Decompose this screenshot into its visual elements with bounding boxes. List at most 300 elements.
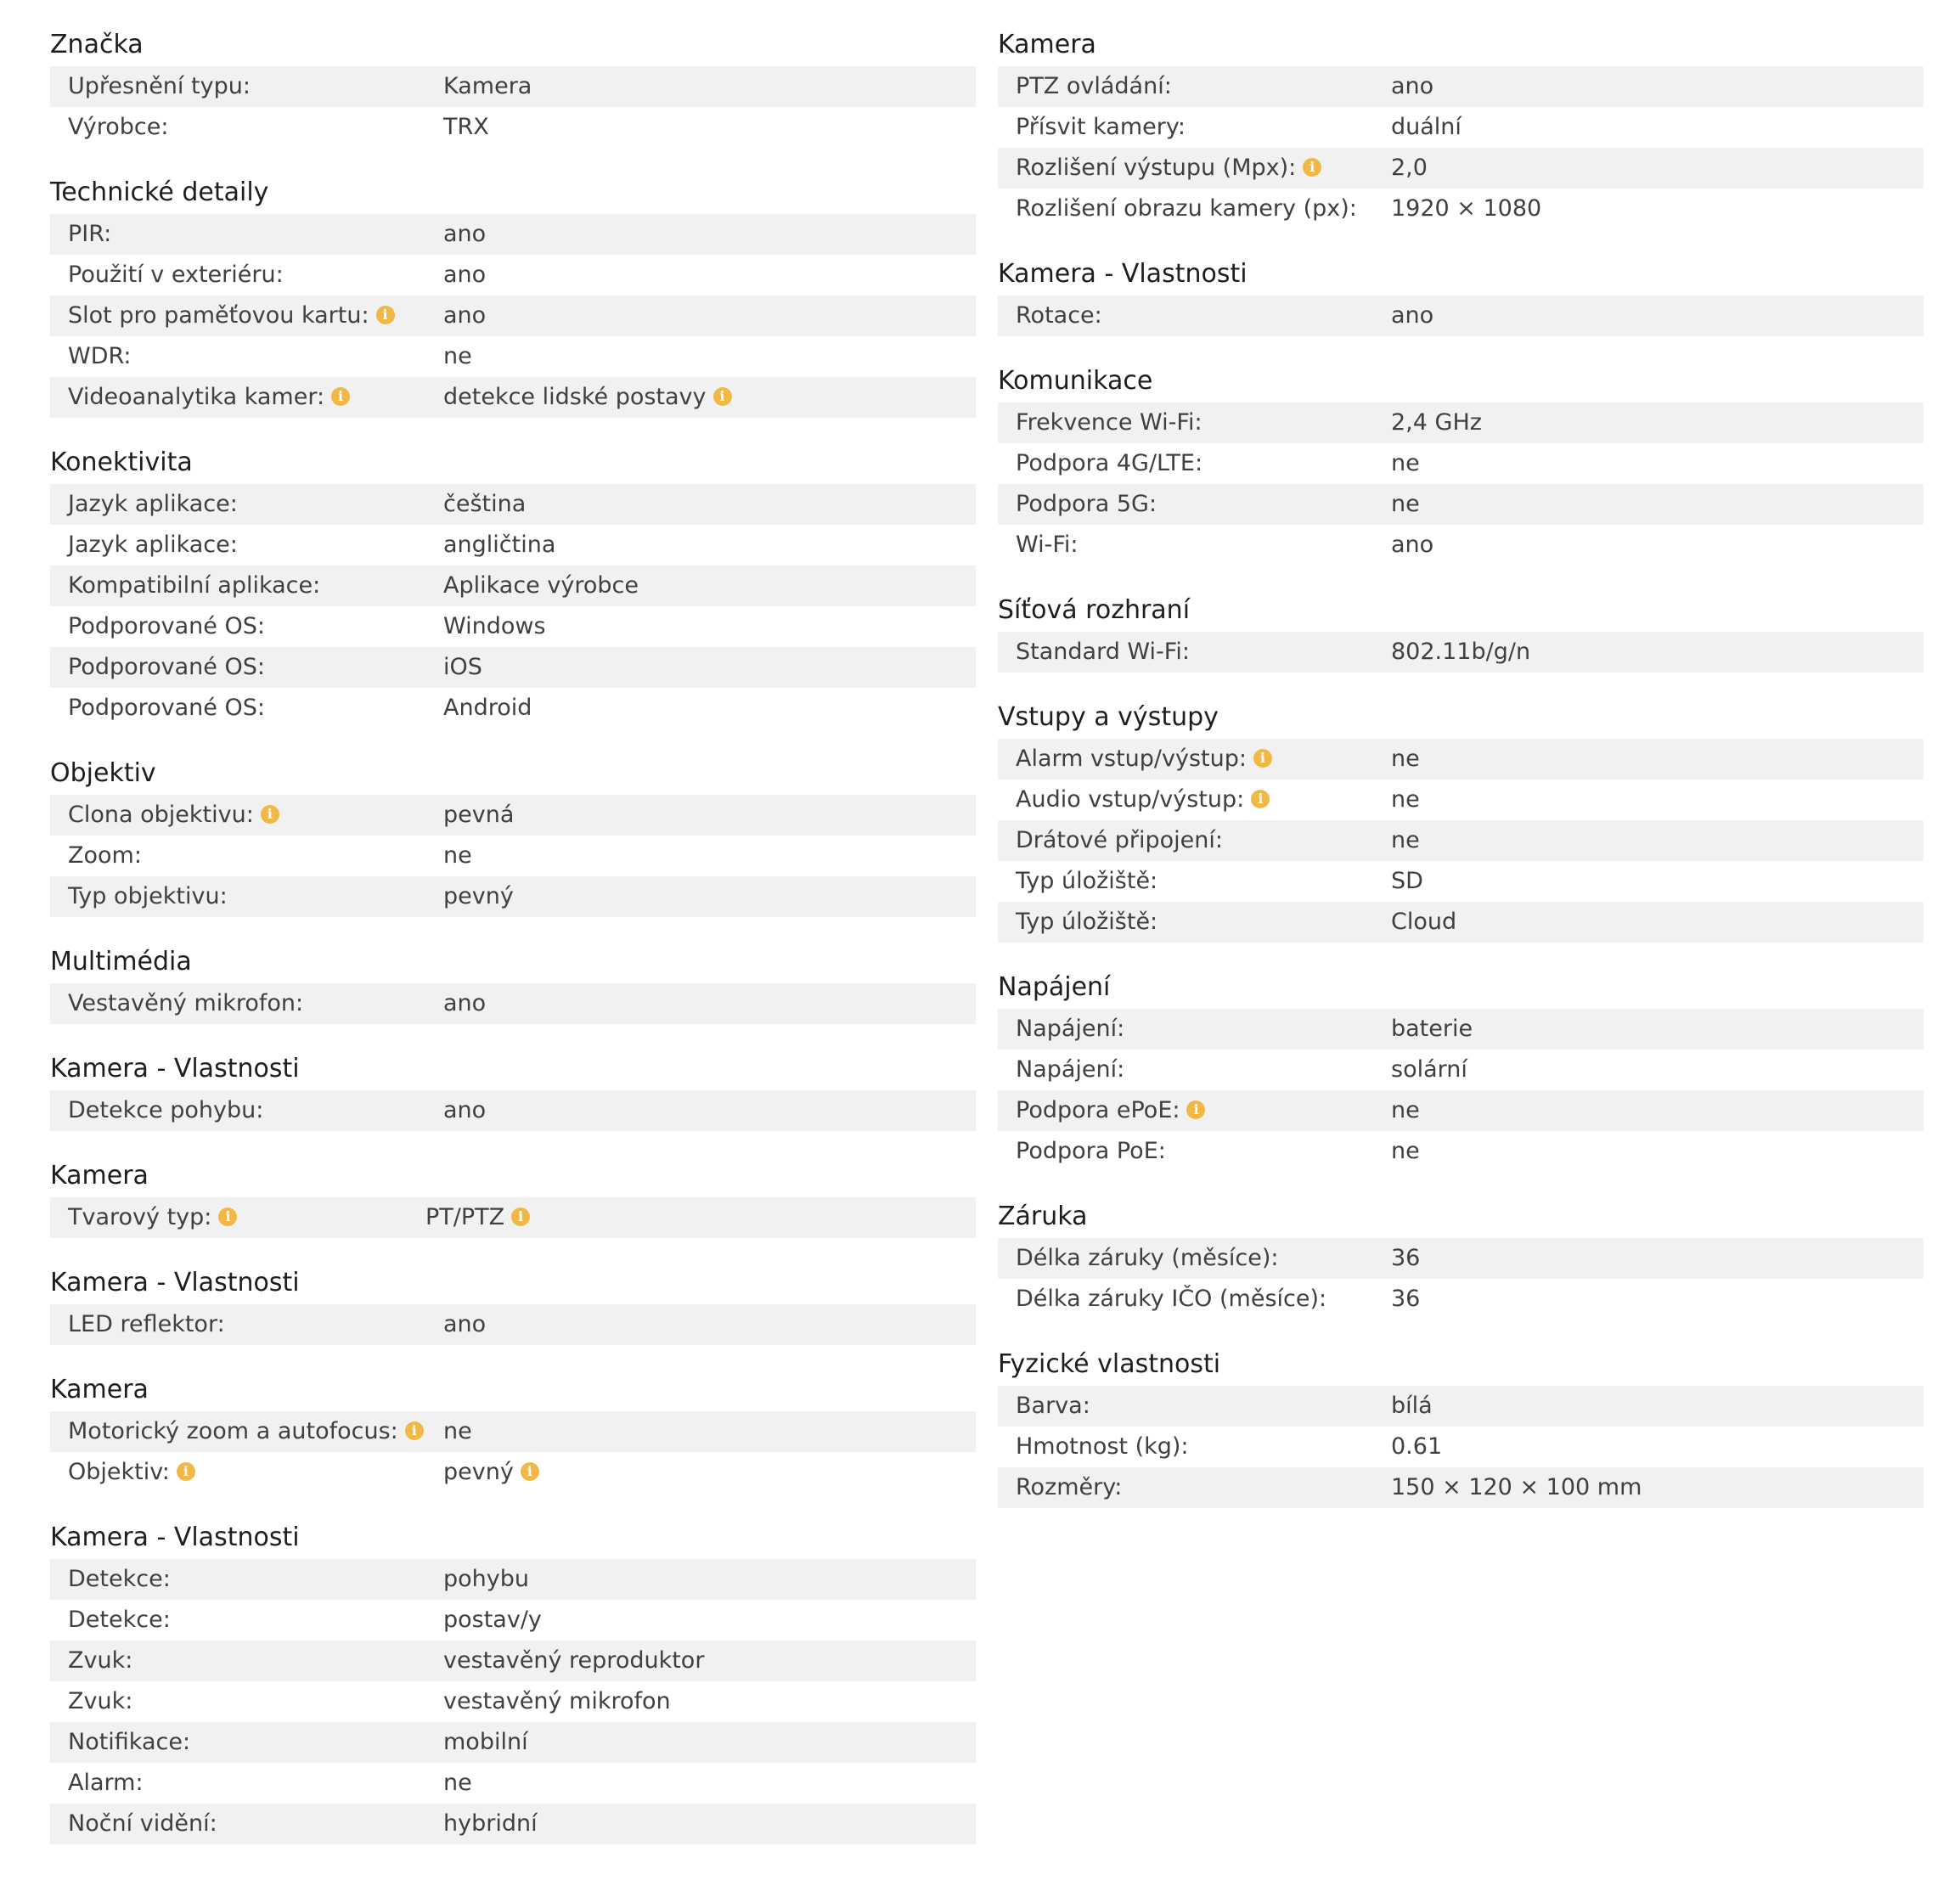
spec-label-text: Detekce pohybu: xyxy=(68,1097,264,1123)
spec-label xyxy=(68,1411,424,1452)
spec-row xyxy=(50,1681,976,1722)
section-title: Technické detaily xyxy=(50,177,269,207)
spec-value-text: hybridní xyxy=(443,1810,538,1837)
spec-value xyxy=(443,795,514,836)
info-icon[interactable]: i xyxy=(521,1462,539,1481)
spec-section-konektivita xyxy=(50,418,976,729)
spec-value xyxy=(1391,443,1420,484)
spec-section-napajeni xyxy=(998,943,1923,1172)
spec-value-text: TRX xyxy=(443,114,489,140)
spec-row xyxy=(50,688,976,729)
spec-label-text: Přísvit kamery: xyxy=(1016,114,1186,140)
spec-value-text: baterie xyxy=(1391,1016,1473,1042)
spec-label-text: Videoanalytika kamer: xyxy=(68,384,325,410)
spec-label xyxy=(68,1304,225,1345)
info-icon[interactable]: i xyxy=(376,306,395,324)
spec-row xyxy=(50,1304,976,1345)
spec-section-kamera-vlastnosti xyxy=(50,1024,976,1131)
spec-label-text: Wi-Fi: xyxy=(1016,532,1079,558)
spec-label-text: PTZ ovládání: xyxy=(1016,73,1172,99)
spec-label xyxy=(68,377,350,418)
spec-label-text: LED reflektor: xyxy=(68,1311,225,1337)
spec-label xyxy=(1016,1131,1166,1172)
spec-label-text: Typ objektivu: xyxy=(68,883,228,909)
spec-section-sitova-rozhrani xyxy=(998,566,1923,673)
spec-value-text: ne xyxy=(1391,746,1420,772)
spec-label xyxy=(1016,107,1186,148)
spec-label-text: Podpora ePoE: xyxy=(1016,1097,1180,1123)
spec-label xyxy=(1016,1050,1124,1090)
spec-value xyxy=(1391,1279,1420,1320)
spec-value xyxy=(443,1600,542,1641)
spec-value-text: ano xyxy=(443,221,487,247)
spec-value xyxy=(1391,484,1420,525)
spec-label xyxy=(1016,443,1202,484)
info-icon[interactable]: i xyxy=(1303,158,1321,177)
section-title: Kamera - Vlastnosti xyxy=(998,259,1248,289)
spec-value-text: pohybu xyxy=(443,1566,529,1592)
spec-label xyxy=(68,484,238,525)
spec-label-text: Detekce: xyxy=(68,1566,171,1592)
spec-value-text: SD xyxy=(1391,868,1423,894)
info-icon[interactable]: i xyxy=(331,387,350,406)
spec-row xyxy=(998,1131,1923,1172)
spec-row xyxy=(50,255,976,296)
spec-value-text: ne xyxy=(1391,1138,1420,1164)
spec-label-text: Jazyk aplikace: xyxy=(68,532,238,558)
spec-value xyxy=(1391,1131,1420,1172)
spec-label-text: Podporované OS: xyxy=(68,613,265,639)
spec-value xyxy=(1391,902,1456,943)
spec-label-text: Rozměry: xyxy=(1016,1474,1123,1500)
spec-label xyxy=(1016,1279,1326,1320)
spec-row xyxy=(998,820,1923,861)
spec-label-text: Délka záruky (měsíce): xyxy=(1016,1245,1279,1271)
section-title: Kamera xyxy=(998,30,1096,59)
spec-row xyxy=(998,1009,1923,1050)
spec-label xyxy=(1016,632,1190,673)
spec-value-text: ano xyxy=(1391,532,1434,558)
spec-row xyxy=(50,525,976,566)
spec-value xyxy=(443,484,526,525)
spec-row xyxy=(50,876,976,917)
section-title: Multimédia xyxy=(50,947,192,977)
spec-label xyxy=(68,296,395,336)
spec-label-text: Drátové připojení: xyxy=(1016,827,1223,853)
spec-value-text: ano xyxy=(443,1097,487,1123)
spec-value-text: 0.61 xyxy=(1391,1433,1443,1460)
spec-label xyxy=(68,566,320,606)
spec-row xyxy=(998,189,1923,229)
spec-label-text: Notifikace: xyxy=(68,1729,191,1755)
spec-label-text: PIR: xyxy=(68,221,112,247)
spec-value-text: 1920 × 1080 xyxy=(1391,195,1542,222)
spec-value-text: ano xyxy=(443,990,487,1016)
spec-label-text: Použití v exteriéru: xyxy=(68,262,284,288)
spec-row xyxy=(998,296,1923,336)
spec-section-fyzicke-vlastnosti xyxy=(998,1320,1923,1508)
section-title: Značka xyxy=(50,30,144,59)
spec-section-kamera xyxy=(998,0,1923,229)
spec-label-text: Alarm: xyxy=(68,1770,144,1796)
spec-value xyxy=(1391,632,1530,673)
spec-section-technicke-detaily xyxy=(50,148,976,418)
spec-value-text: 2,0 xyxy=(1391,155,1428,181)
spec-section-kamera-vlastnosti xyxy=(998,229,1923,336)
spec-row xyxy=(998,739,1923,780)
spec-value xyxy=(443,1452,539,1493)
spec-label-text: Tvarový typ: xyxy=(68,1204,212,1230)
spec-label xyxy=(1016,66,1172,107)
spec-value xyxy=(443,377,732,418)
spec-value xyxy=(443,1090,486,1131)
spec-value xyxy=(425,1197,530,1238)
spec-value-text: ne xyxy=(1391,491,1420,517)
spec-row xyxy=(50,983,976,1024)
spec-value xyxy=(443,1559,529,1600)
spec-row xyxy=(50,66,976,107)
spec-value-text: detekce lidské postavy xyxy=(443,384,707,410)
spec-row xyxy=(998,632,1923,673)
info-icon[interactable]: i xyxy=(1251,790,1270,808)
spec-section-multimedia xyxy=(50,917,976,1024)
spec-label-text: Napájení: xyxy=(1016,1056,1125,1083)
spec-value xyxy=(443,1411,472,1452)
spec-label xyxy=(68,1452,195,1493)
spec-value xyxy=(1391,107,1462,148)
spec-label xyxy=(68,66,251,107)
spec-label xyxy=(68,107,168,148)
spec-value-text: bílá xyxy=(1391,1393,1433,1419)
spec-section-kamera-vlastnosti xyxy=(50,1238,976,1345)
spec-value-text: ne xyxy=(443,343,472,369)
spec-value xyxy=(443,836,472,876)
spec-label-text: Podpora PoE: xyxy=(1016,1138,1166,1164)
spec-value xyxy=(443,566,639,606)
spec-value-text: 36 xyxy=(1391,1286,1421,1312)
spec-value-text: pevný xyxy=(443,883,514,909)
spec-value-text: ne xyxy=(1391,1097,1420,1123)
info-icon[interactable]: i xyxy=(1253,749,1272,768)
spec-value-text: postav/y xyxy=(443,1607,542,1633)
section-title: Kamera - Vlastnosti xyxy=(50,1523,300,1552)
spec-value-text: ne xyxy=(443,1418,472,1444)
spec-value-text: ano xyxy=(1391,73,1434,99)
spec-value-text: ne xyxy=(1391,786,1420,813)
spec-value xyxy=(443,1681,671,1722)
spec-row xyxy=(998,1050,1923,1090)
spec-value-text: Cloud xyxy=(1391,909,1457,935)
spec-value-text: ano xyxy=(443,262,487,288)
spec-value xyxy=(1391,525,1433,566)
spec-label-text: Jazyk aplikace: xyxy=(68,491,238,517)
spec-row xyxy=(50,336,976,377)
spec-value-text: Windows xyxy=(443,613,546,639)
info-icon[interactable]: i xyxy=(713,387,732,406)
section-title: Kamera - Vlastnosti xyxy=(50,1054,300,1084)
spec-value xyxy=(1391,1386,1433,1427)
spec-row xyxy=(50,1722,976,1763)
spec-label-text: Objektiv: xyxy=(68,1459,170,1485)
spec-value xyxy=(443,876,514,917)
spec-label-text: WDR: xyxy=(68,343,132,369)
spec-label-text: Výrobce: xyxy=(68,114,169,140)
spec-value-text: angličtina xyxy=(443,532,556,558)
spec-label xyxy=(1016,861,1157,902)
spec-label xyxy=(1016,296,1102,336)
spec-value xyxy=(1391,189,1541,229)
spec-value xyxy=(443,336,472,377)
spec-value-text: ano xyxy=(443,302,487,329)
spec-label-text: Audio vstup/výstup: xyxy=(1016,786,1245,813)
info-icon[interactable]: i xyxy=(261,805,279,824)
spec-value xyxy=(1391,861,1423,902)
spec-row xyxy=(50,1641,976,1681)
spec-value xyxy=(443,1763,472,1804)
spec-label xyxy=(68,255,284,296)
spec-row xyxy=(998,484,1923,525)
spec-row xyxy=(50,484,976,525)
spec-label-text: Rotace: xyxy=(1016,302,1102,329)
spec-value xyxy=(443,214,486,255)
spec-label-text: Noční vidění: xyxy=(68,1810,217,1837)
spec-label-text: Rozlišení obrazu kamery (px): xyxy=(1016,195,1357,222)
spec-value-text: ne xyxy=(443,842,472,869)
spec-label xyxy=(1016,484,1157,525)
spec-label xyxy=(1016,902,1157,943)
spec-value xyxy=(1391,780,1420,820)
spec-label-text: Kompatibilní aplikace: xyxy=(68,572,321,599)
spec-label xyxy=(1016,525,1079,566)
spec-section-kamera xyxy=(50,1131,976,1238)
spec-value xyxy=(443,688,532,729)
section-title: Vstupy a výstupy xyxy=(998,702,1219,732)
spec-value xyxy=(1391,820,1420,861)
spec-row xyxy=(998,402,1923,443)
spec-row xyxy=(50,1090,976,1131)
spec-row xyxy=(50,647,976,688)
spec-value xyxy=(1391,739,1420,780)
spec-row xyxy=(50,1197,976,1238)
spec-value xyxy=(1391,1090,1420,1131)
spec-row xyxy=(50,296,976,336)
spec-section-zaruka xyxy=(998,1172,1923,1320)
spec-label-text: Rozlišení výstupu (Mpx): xyxy=(1016,155,1297,181)
spec-label-text: Clona objektivu: xyxy=(68,802,254,828)
spec-row xyxy=(998,107,1923,148)
section-title: Fyzické vlastnosti xyxy=(998,1349,1221,1379)
spec-value-text: čeština xyxy=(443,491,527,517)
spec-value xyxy=(443,296,486,336)
spec-row xyxy=(50,1804,976,1844)
spec-label xyxy=(1016,1009,1124,1050)
spec-value-text: ano xyxy=(1391,302,1434,329)
spec-label xyxy=(68,1197,237,1238)
spec-value-text: Aplikace výrobce xyxy=(443,572,639,599)
spec-value-text: 36 xyxy=(1391,1245,1421,1271)
spec-label xyxy=(68,983,303,1024)
spec-section-komunikace xyxy=(998,336,1923,566)
spec-label xyxy=(1016,1238,1278,1279)
spec-value xyxy=(1391,402,1482,443)
spec-section-vstupy-a-vystupy xyxy=(998,673,1923,943)
spec-row xyxy=(50,1452,976,1493)
spec-value xyxy=(443,983,486,1024)
section-title: Kamera - Vlastnosti xyxy=(50,1268,300,1297)
spec-row xyxy=(50,795,976,836)
spec-label-text: Typ úložiště: xyxy=(1016,909,1158,935)
spec-label xyxy=(1016,780,1270,820)
info-icon[interactable]: i xyxy=(177,1462,195,1481)
spec-label-text: Barva: xyxy=(1016,1393,1090,1419)
spec-value-text: iOS xyxy=(443,654,482,680)
spec-label xyxy=(1016,820,1223,861)
spec-row xyxy=(998,443,1923,484)
spec-label xyxy=(1016,739,1272,780)
spec-value-text: vestavěný reproduktor xyxy=(443,1647,705,1674)
spec-row xyxy=(998,1467,1923,1508)
spec-row xyxy=(998,1386,1923,1427)
spec-label xyxy=(1016,189,1357,229)
spec-value-text: ano xyxy=(443,1311,487,1337)
spec-value-text: duální xyxy=(1391,114,1462,140)
spec-row xyxy=(50,1411,976,1452)
spec-label xyxy=(68,525,238,566)
info-icon[interactable]: i xyxy=(218,1207,237,1226)
spec-label-text: Délka záruky IČO (měsíce): xyxy=(1016,1286,1327,1312)
spec-value xyxy=(1391,1238,1420,1279)
spec-value xyxy=(443,1722,528,1763)
spec-label xyxy=(68,1600,171,1641)
spec-label-text: Upřesnění typu: xyxy=(68,73,251,99)
spec-value xyxy=(1391,296,1433,336)
spec-value-text: Kamera xyxy=(443,73,532,99)
spec-label-text: Typ úložiště: xyxy=(1016,868,1158,894)
info-icon[interactable]: i xyxy=(511,1207,530,1226)
spec-row xyxy=(998,148,1923,189)
spec-value xyxy=(443,647,482,688)
spec-label-text: Podpora 5G: xyxy=(1016,491,1157,517)
spec-row xyxy=(50,836,976,876)
section-title: Objektiv xyxy=(50,758,156,788)
spec-label xyxy=(68,606,265,647)
spec-value xyxy=(443,66,532,107)
spec-value-text: solární xyxy=(1391,1056,1467,1083)
section-title: Kamera xyxy=(50,1161,149,1190)
spec-value xyxy=(1391,66,1433,107)
spec-label-text: Detekce: xyxy=(68,1607,171,1633)
spec-value xyxy=(443,1804,538,1844)
spec-label-text: Hmotnost (kg): xyxy=(1016,1433,1189,1460)
spec-label xyxy=(68,647,265,688)
spec-value xyxy=(1391,1050,1467,1090)
spec-label xyxy=(1016,1090,1205,1131)
spec-label-text: Zvuk: xyxy=(68,1688,133,1714)
spec-label xyxy=(1016,148,1321,189)
section-title: Síťová rozhraní xyxy=(998,595,1191,625)
spec-label xyxy=(68,876,228,917)
spec-label xyxy=(1016,402,1202,443)
spec-section-znacka xyxy=(50,0,976,148)
spec-value-text: ne xyxy=(1391,450,1420,476)
spec-row xyxy=(50,377,976,418)
spec-row xyxy=(50,107,976,148)
spec-value xyxy=(443,525,555,566)
spec-label-text: Podporované OS: xyxy=(68,695,265,721)
spec-label-text: Podpora 4G/LTE: xyxy=(1016,450,1203,476)
spec-value-text: mobilní xyxy=(443,1729,528,1755)
spec-label xyxy=(68,214,111,255)
section-title: Napájení xyxy=(998,972,1111,1002)
section-title: Komunikace xyxy=(998,366,1153,396)
info-icon[interactable]: i xyxy=(1186,1100,1205,1119)
spec-label xyxy=(68,1763,144,1804)
spec-column-left xyxy=(50,0,976,1844)
spec-section-kamera xyxy=(50,1345,976,1493)
spec-label xyxy=(1016,1467,1122,1508)
spec-value-text: pevná xyxy=(443,802,515,828)
spec-row xyxy=(50,1763,976,1804)
spec-row xyxy=(998,66,1923,107)
spec-section-objektiv xyxy=(50,729,976,917)
spec-value-text: 802.11b/g/n xyxy=(1391,639,1531,665)
spec-label xyxy=(68,1722,190,1763)
spec-row xyxy=(998,1238,1923,1279)
spec-value xyxy=(443,255,486,296)
spec-row xyxy=(998,902,1923,943)
spec-row xyxy=(998,1090,1923,1131)
spec-value xyxy=(443,107,489,148)
spec-value-text: PT/PTZ xyxy=(425,1204,505,1230)
spec-row xyxy=(998,861,1923,902)
spec-label-text: Zvuk: xyxy=(68,1647,133,1674)
spec-value-text: vestavěný mikrofon xyxy=(443,1688,671,1714)
spec-label-text: Frekvence Wi-Fi: xyxy=(1016,409,1202,436)
spec-value xyxy=(443,1304,486,1345)
spec-label xyxy=(1016,1427,1189,1467)
spec-label xyxy=(68,1090,263,1131)
spec-label-text: Motorický zoom a autofocus: xyxy=(68,1418,398,1444)
spec-row xyxy=(998,1427,1923,1467)
spec-row xyxy=(50,1600,976,1641)
spec-label-text: Zoom: xyxy=(68,842,142,869)
spec-label xyxy=(68,336,132,377)
spec-label xyxy=(68,795,279,836)
spec-label-text: Slot pro paměťovou kartu: xyxy=(68,302,369,329)
spec-label xyxy=(68,1681,132,1722)
spec-row xyxy=(998,780,1923,820)
spec-label xyxy=(68,1804,217,1844)
spec-row xyxy=(998,1279,1923,1320)
spec-label xyxy=(1016,1386,1090,1427)
spec-label-text: Vestavěný mikrofon: xyxy=(68,990,304,1016)
spec-row xyxy=(50,566,976,606)
spec-label-text: Podporované OS: xyxy=(68,654,265,680)
spec-label-text: Alarm vstup/výstup: xyxy=(1016,746,1247,772)
section-title: Kamera xyxy=(50,1375,149,1404)
spec-value-text: ne xyxy=(1391,827,1420,853)
spec-value-text: 150 × 120 × 100 mm xyxy=(1391,1474,1642,1500)
info-icon[interactable]: i xyxy=(405,1421,424,1440)
spec-label xyxy=(68,1641,132,1681)
spec-label xyxy=(68,688,265,729)
spec-value-text: Android xyxy=(443,695,532,721)
spec-value xyxy=(443,606,546,647)
spec-value xyxy=(1391,1009,1473,1050)
spec-section-kamera-vlastnosti xyxy=(50,1493,976,1844)
spec-row xyxy=(50,1559,976,1600)
spec-label-text: Napájení: xyxy=(1016,1016,1125,1042)
